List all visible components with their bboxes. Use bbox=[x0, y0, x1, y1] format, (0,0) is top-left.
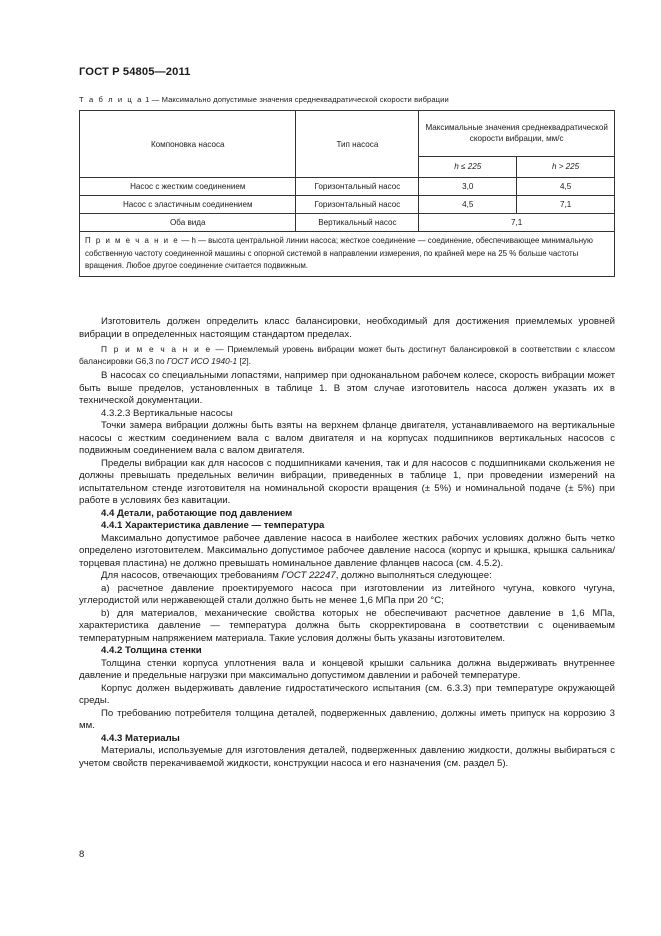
section-heading-4-4-2: 4.4.2 Толщина стенки bbox=[101, 645, 202, 656]
table-note-label: П р и м е ч а н и е bbox=[85, 236, 180, 245]
table-note bbox=[80, 232, 615, 277]
paragraph: Толщина стенки корпуса уплотнения вала и концевой крышки сальника должна выдерживать внутреннее давление и предельные нагрузки при максимально допустимом давлении и рабочей температуре. bbox=[79, 657, 615, 681]
header-h-le-225: h ≤ 225 bbox=[419, 156, 517, 177]
section-heading-4-4-3: 4.4.3 Материалы bbox=[101, 732, 180, 744]
table-row bbox=[80, 178, 615, 196]
table-caption bbox=[79, 95, 599, 104]
section-heading-4-4: 4.4 Детали, работающие под давлением bbox=[101, 507, 293, 519]
note-reference: ГОСТ ИСО 1940-1 bbox=[166, 355, 238, 366]
cell-layout: Оба вида bbox=[80, 214, 296, 232]
paragraph: Материалы, используемые для изготовления деталей, подверженных давлению жидкости, должны выбираться с учетом свойств перекачиваемой жидкости, конструкции насоса и его назначения (см. раздел 5). bbox=[79, 745, 615, 769]
list-item-b: b) для материалов, механические свойства которых не обеспечивают расчетное давление в 1,6 МПа, характеристика давление — температура должна быть скорректирована в соответствии с оцениваемым температурным напряжением материала. Такие условия должны быть указаны изготовителем. bbox=[79, 607, 615, 644]
header-pump-layout: Компоновка насоса bbox=[80, 111, 296, 178]
table-caption-label: Т а б л и ц а bbox=[79, 95, 143, 104]
paragraph: По требованию потребителя толщина деталей, подверженных давлению, должны иметь припуск на коррозию 3 мм. bbox=[79, 707, 615, 731]
paragraph bbox=[79, 570, 615, 583]
paragraph: Изготовитель должен определить класс балансировки, необходимый для достижения приемлемых уровней вибрации в определенных настоящим стандартом пределах. bbox=[79, 316, 615, 340]
paragraph: Корпус должен выдерживать давление гидростатического испытания (см. 6.3.3) при температуре окружающей среды. bbox=[79, 682, 615, 706]
paragraph: Максимально допустимое рабочее давление насоса в наиболее жестких рабочих условиях должно быть четко определено изготовителем. Максимально допустимое рабочее давление насоса (корпус и крышка, крышка сальника/торцевая пластина) не должно превышать номинальное давление фланцев насоса (см. 4.5.2). bbox=[79, 532, 615, 569]
table-note-text: — h — высота центральной линии насоса; жесткое соединение — соединение, обеспечивающее минимальную собственную частоту соединенной машины с опорной системой в направлении измерения, по крайней мере на 25 % больше частоты вращения. Любое другое соединение считается подвижным. bbox=[85, 236, 593, 270]
cell-type: Горизонтальный насос bbox=[296, 196, 419, 214]
cell-layout: Насос с жестким соединением bbox=[80, 178, 296, 196]
note-text: — Приемлемый уровень вибрации может быть достигнут балансировкой в соответствии с классом балансировки G6,3 по bbox=[79, 344, 615, 366]
paragraph: Пределы вибрации как для насосов с подшипниками качения, так и для насосов с подшипниками скольжения не должны превышать предельных величин вибрации, приведенных в таблице 1, при проведении измерений на испытательном стенде изготовителя на номинальной скорости вращения (± 5%) и номинальной подаче (± 5%) при работе в условиях без кавитации. bbox=[79, 457, 615, 506]
cell-type: Горизонтальный насос bbox=[296, 178, 419, 196]
note-text-end: [2]. bbox=[237, 355, 251, 366]
header-max-values: Максимальные значения среднеквадратической скорости вибрации, мм/с bbox=[419, 111, 615, 157]
header-pump-type: Тип насоса bbox=[296, 111, 419, 178]
table-caption-text: 1 — Максимально допустимые значения среднеквадратической скорости вибрации bbox=[142, 95, 449, 104]
document-header: ГОСТ Р 54805—2011 bbox=[79, 66, 191, 78]
main-text bbox=[79, 316, 615, 770]
cell-value: 4,5 bbox=[419, 196, 517, 214]
header-h-gt-225: h > 225 bbox=[517, 156, 615, 177]
note-paragraph bbox=[79, 344, 615, 367]
cell-value: 3,0 bbox=[419, 178, 517, 196]
paragraph: В насосах со специальными лопастями, например при одноканальном рабочем колесе, скорость вибрации может быть выше пределов, установленных в таблице 1. В этом случае изготовитель насоса должен указать их в технической документации. bbox=[79, 370, 615, 406]
cell-value: 7,1 bbox=[517, 196, 615, 214]
paragraph: Точки замера вибрации должны быть взяты на верхнем фланце двигателя, устанавливаемого на вертикальные насосы с жестким соединением вала с валом двигателя и на корпусах подшипников вертикальных насосов с подвижным соединением вала с валом двигателя. bbox=[79, 420, 615, 456]
section-heading-4-3-2-3: 4.3.2.3 Вертикальные насосы bbox=[101, 407, 233, 419]
page-number: 8 bbox=[79, 849, 85, 860]
table-row bbox=[80, 196, 615, 214]
paragraph-text-end: , должно выполняться следующее: bbox=[335, 570, 492, 581]
vibration-table bbox=[79, 110, 615, 277]
list-item-a: a) расчетное давление проектируемого насоса при изготовлении из литейного чугуна, ковкого чугуна, углеродистой или нержавеющей стали должно быть не менее 1,6 МПа при 20 °С; bbox=[79, 582, 615, 606]
cell-layout: Насос с эластичным соединением bbox=[80, 196, 296, 214]
cell-value: 4,5 bbox=[517, 178, 615, 196]
paragraph-text: Для насосов, отвечающих требованиям bbox=[101, 570, 282, 581]
note-label: П р и м е ч а н и е bbox=[101, 344, 212, 354]
section-heading-4-4-1: 4.4.1 Характеристика давление — температура bbox=[101, 520, 325, 531]
cell-value: 7,1 bbox=[419, 214, 615, 232]
cell-type: Вертикальный насос bbox=[296, 214, 419, 232]
standard-reference: ГОСТ 22247 bbox=[281, 570, 336, 581]
table-row bbox=[80, 214, 615, 232]
